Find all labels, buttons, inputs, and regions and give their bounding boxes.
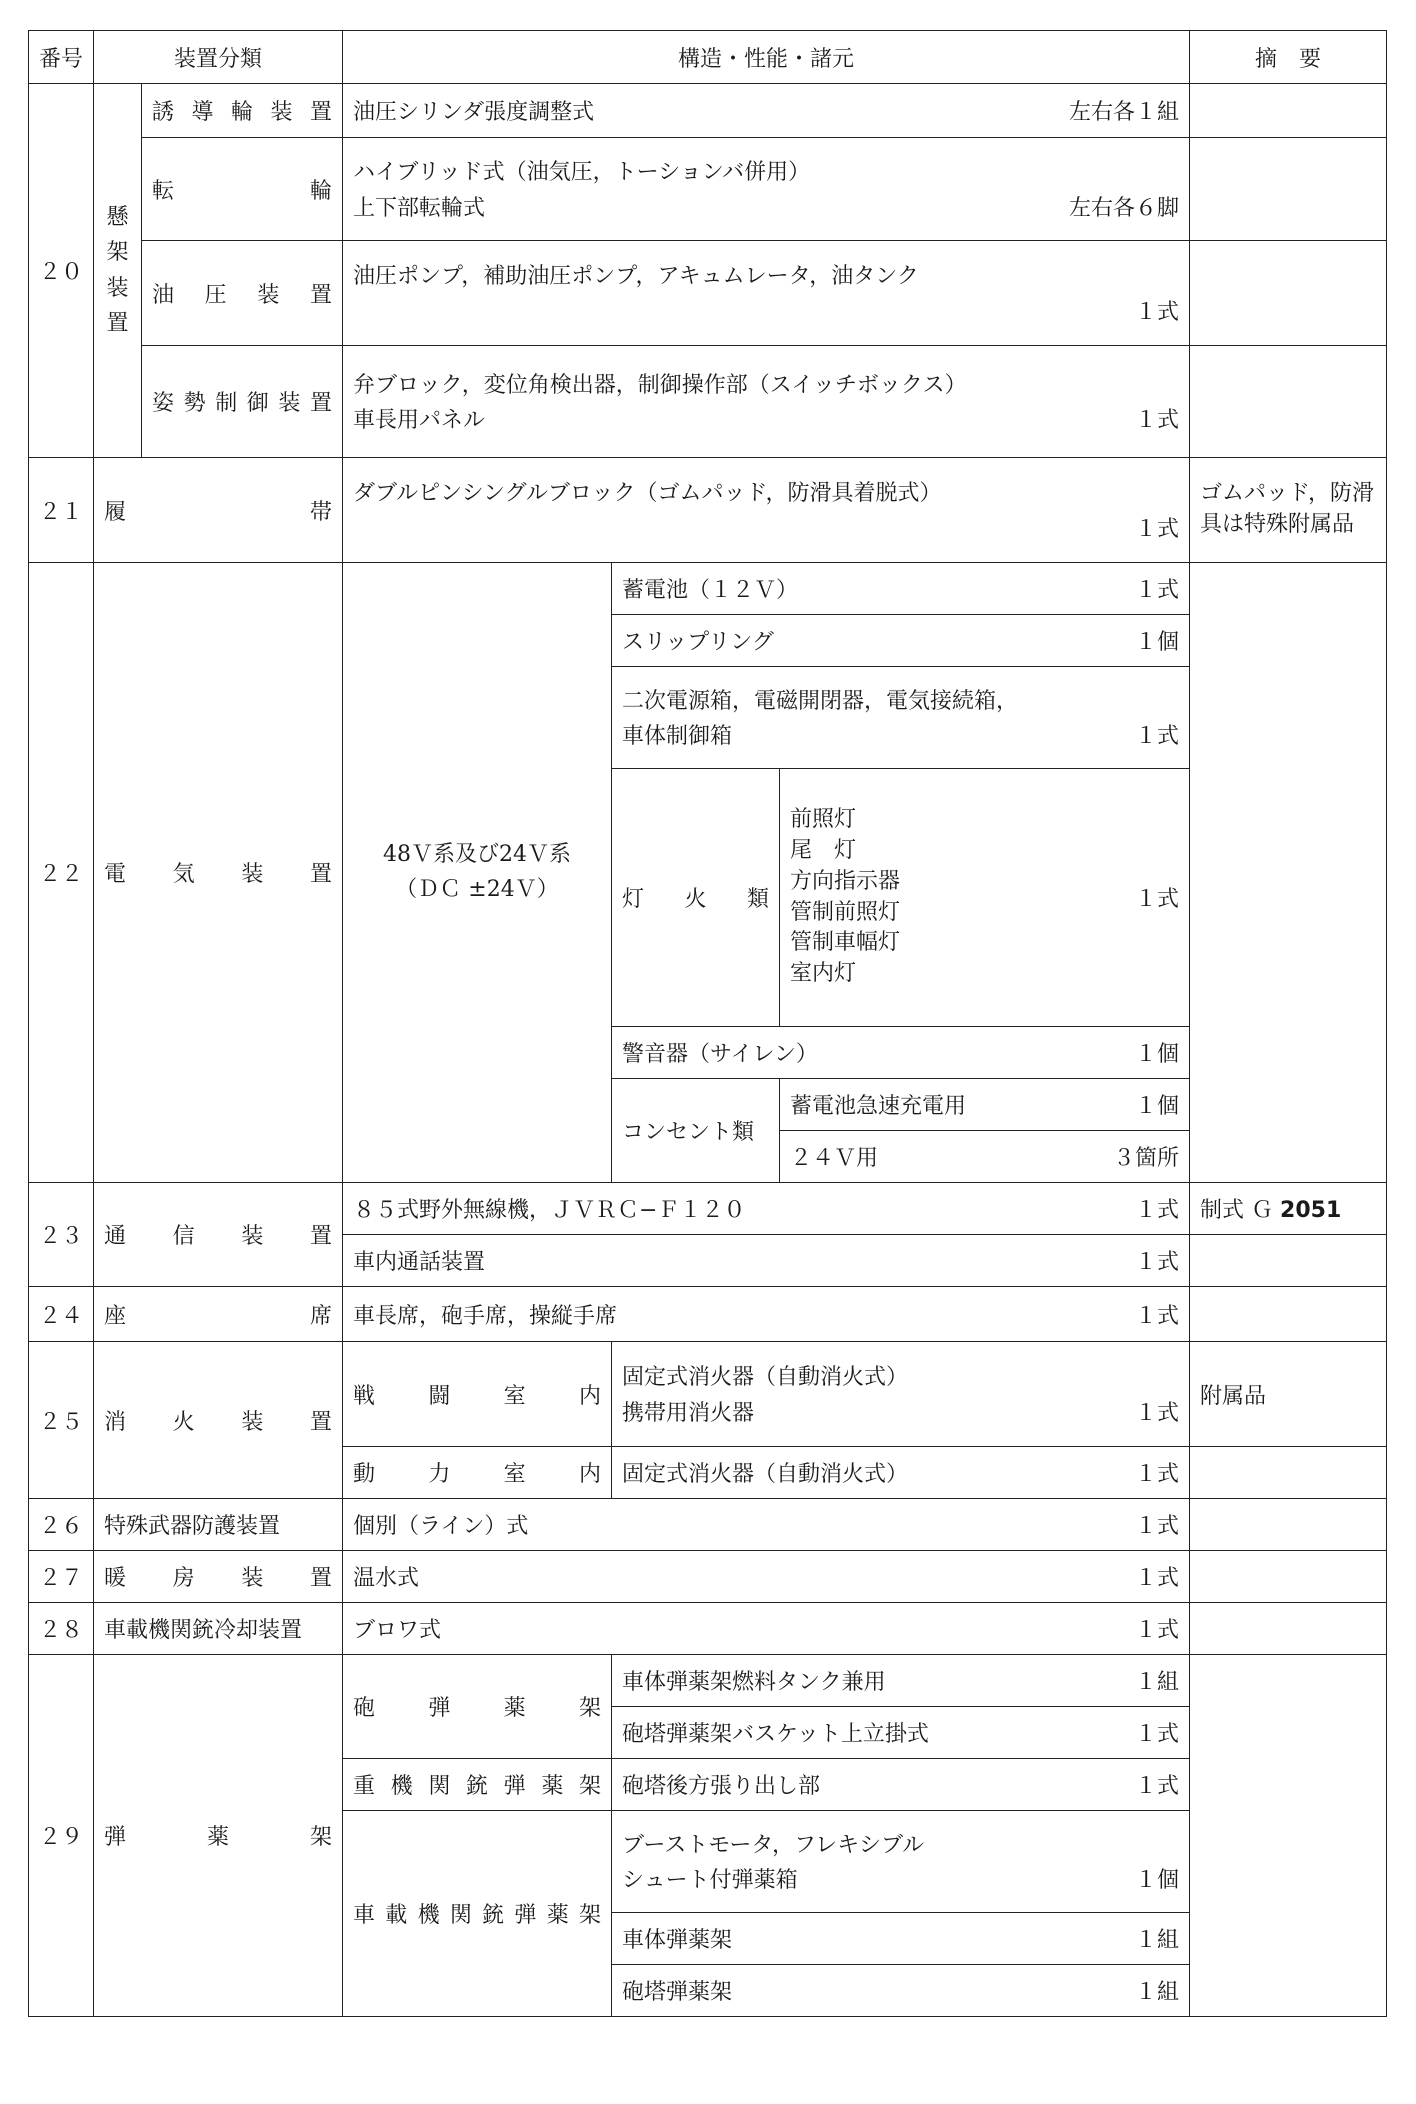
quantity: １個 xyxy=(1135,1868,1180,1894)
quantity: ３箇所 xyxy=(1113,1146,1180,1171)
remarks-cell xyxy=(1190,563,1387,1183)
quantity: １式 xyxy=(1135,1198,1180,1223)
row-28-mg-cooling xyxy=(29,1603,1387,1655)
subcategory-label: 車載機関銃弾薬架 xyxy=(343,1811,612,2017)
quantity: １式 xyxy=(1135,1774,1180,1799)
group-char: 架 xyxy=(106,240,129,266)
quantity: １組 xyxy=(1135,1670,1180,1695)
quantity: １式 xyxy=(1135,1566,1180,1591)
spec-cell xyxy=(612,1655,1190,1707)
remarks-cell xyxy=(1190,1447,1387,1499)
spec-cell xyxy=(780,769,1190,1027)
lamp-item: 管制前照灯 xyxy=(790,899,901,925)
quantity: 左右各１組 xyxy=(1069,100,1180,125)
row-26-nbc xyxy=(29,1499,1387,1551)
spec-text: 二次電源箱，電磁開閉器，電気接続箱， xyxy=(622,688,1019,714)
lamp-item: 管制車幅灯 xyxy=(790,930,901,956)
spec-cell xyxy=(612,1027,1190,1079)
quantity: １式 xyxy=(1135,578,1180,603)
spec-text: 車体弾薬架 xyxy=(622,1928,733,1953)
remarks-cell xyxy=(1190,1183,1387,1235)
remarks-cell xyxy=(1190,1655,1387,2017)
lamp-item: 尾 灯 xyxy=(790,837,857,863)
spec-text: 蓄電池急速充電用 xyxy=(790,1094,967,1119)
spec-text: 固定式消火器（自動消火式） xyxy=(622,1365,909,1391)
remarks-cell xyxy=(1190,1499,1387,1551)
remarks-code: 2051 xyxy=(1280,1198,1342,1223)
spec-cell xyxy=(343,1499,1190,1551)
row-20-road xyxy=(29,138,1387,241)
spec-cell xyxy=(343,1551,1190,1603)
subcategory-label: 動 力 室 内 xyxy=(343,1447,612,1499)
group-char: 装 xyxy=(106,275,129,301)
equipment-spec-table xyxy=(28,30,1387,2017)
category-label: 消 火 装 置 xyxy=(94,1342,343,1499)
category-label: 通 信 装 置 xyxy=(94,1183,343,1287)
quantity: 左右各６脚 xyxy=(1069,195,1180,221)
remarks-cell xyxy=(1190,84,1387,138)
spec-text: ダブルピンシングルブロック（ゴムパッド，防滑具着脱式） xyxy=(353,481,942,507)
header-remarks: 摘 要 xyxy=(1190,31,1387,84)
spec-text: 固定式消火器（自動消火式） xyxy=(622,1462,909,1487)
remarks-prefix: 制式 Ｇ xyxy=(1200,1198,1274,1223)
category-label: 電 気 装 置 xyxy=(94,563,343,1183)
quantity: １式 xyxy=(1135,1618,1180,1643)
spec-cell xyxy=(343,1603,1190,1655)
quantity: １式 xyxy=(1135,516,1180,542)
spec-cell xyxy=(612,1913,1190,1965)
quantity: １式 xyxy=(1135,408,1180,434)
item-no: ２０ xyxy=(29,84,94,458)
spec-text: 蓄電池（１２Ｖ） xyxy=(622,578,799,603)
remarks-cell xyxy=(1190,1603,1387,1655)
subcategory-label: 戦 闘 室 内 xyxy=(343,1342,612,1447)
remarks-cell xyxy=(1190,1235,1387,1287)
spec-text: ２４Ｖ用 xyxy=(790,1146,879,1171)
system-voltage: 48Ｖ系及び24Ｖ系 xyxy=(383,842,572,868)
spec-cell xyxy=(612,563,1190,615)
spec-text: スリップリング xyxy=(622,630,774,655)
spec-text: 油圧ポンプ，補助油圧ポンプ，アキュムレータ，油タンク xyxy=(353,264,919,290)
item-no: ２２ xyxy=(29,563,94,1183)
spec-text: 車長席，砲手席，操縦手席 xyxy=(353,1303,618,1329)
spec-text: 弁ブロック，変位角検出器，制御操作部（スイッチボックス） xyxy=(353,372,967,398)
subcategory-label: 砲 弾 薬 架 xyxy=(343,1655,612,1759)
spec-text: 警音器（サイレン） xyxy=(622,1042,818,1067)
quantity: １式 xyxy=(1135,1400,1180,1426)
quantity: １式 xyxy=(1135,1462,1180,1487)
remarks-cell xyxy=(1190,1551,1387,1603)
header-category: 装置分類 xyxy=(94,31,343,84)
spec-text: 上下部転輪式 xyxy=(353,195,486,221)
electrical-system-cell xyxy=(343,563,612,1183)
row-20-hydraulic xyxy=(29,241,1387,346)
spec-text: 車内通話装置 xyxy=(353,1250,486,1275)
quantity: １式 xyxy=(1135,1250,1180,1275)
spec-text: ブロワ式 xyxy=(353,1618,442,1643)
remarks-cell xyxy=(1190,1287,1387,1342)
quantity: １組 xyxy=(1135,1928,1180,1953)
category-label: 車載機関銃冷却装置 xyxy=(94,1603,343,1655)
item-no: ２６ xyxy=(29,1499,94,1551)
quantity: １個 xyxy=(1135,1042,1180,1067)
remarks-cell xyxy=(1190,346,1387,458)
row-21-track xyxy=(29,458,1387,563)
group-char: 置 xyxy=(106,310,129,336)
row-24-seats xyxy=(29,1287,1387,1342)
spec-cell xyxy=(343,84,1190,138)
group-char: 懸 xyxy=(106,205,129,231)
item-no: ２５ xyxy=(29,1342,94,1499)
spec-cell xyxy=(612,667,1190,769)
spec-text: 油圧シリンダ張度調整式 xyxy=(353,100,595,125)
item-no: ２８ xyxy=(29,1603,94,1655)
header-spec: 構造・性能・諸元 xyxy=(343,31,1190,84)
quantity: １個 xyxy=(1135,1094,1180,1119)
spec-cell xyxy=(343,1183,1190,1235)
row-29-gun-ammo-1 xyxy=(29,1655,1387,1707)
spec-text: 個別（ライン）式 xyxy=(353,1514,529,1539)
spec-text: 砲塔弾薬架バスケット上立掛式 xyxy=(622,1722,929,1747)
spec-cell xyxy=(343,458,1190,563)
spec-text: ８５式野外無線機，ＪＶＲＣ−Ｆ１２０ xyxy=(353,1198,746,1223)
spec-cell xyxy=(612,1759,1190,1811)
quantity: １式 xyxy=(1135,724,1180,750)
category-label: コンセント類 xyxy=(612,1079,780,1183)
spec-text: 携帯用消火器 xyxy=(622,1400,755,1426)
remarks-cell: ゴムパッド，防滑具は特殊附属品 xyxy=(1190,458,1387,563)
spec-cell xyxy=(343,1287,1190,1342)
quantity: １式 xyxy=(1135,887,1180,912)
row-23-radio xyxy=(29,1183,1387,1235)
spec-cell xyxy=(612,615,1190,667)
category-label: 暖 房 装 置 xyxy=(94,1551,343,1603)
category-label: 姿勢制御装置 xyxy=(142,346,343,458)
remarks-cell xyxy=(1190,138,1387,241)
category-label: 特殊武器防護装置 xyxy=(94,1499,343,1551)
category-label: 転 輪 xyxy=(142,138,343,241)
spec-text: 車長用パネル xyxy=(353,408,486,434)
quantity: １組 xyxy=(1135,1980,1180,2005)
category-label: 履 帯 xyxy=(94,458,343,563)
lamp-item: 前照灯 xyxy=(790,807,857,833)
spec-cell xyxy=(612,1811,1190,1913)
item-no: ２９ xyxy=(29,1655,94,2017)
item-no: ２７ xyxy=(29,1551,94,1603)
category-label: 灯 火 類 xyxy=(612,769,780,1027)
spec-cell xyxy=(343,241,1190,346)
spec-text: シュート付弾薬箱 xyxy=(622,1868,798,1894)
lamp-item: 室内灯 xyxy=(790,961,857,987)
spec-text: 車体弾薬架燃料タンク兼用 xyxy=(622,1670,886,1695)
remarks-cell: 附属品 xyxy=(1190,1342,1387,1447)
row-22-battery xyxy=(29,563,1387,615)
group-label-suspension xyxy=(94,84,142,458)
quantity: １式 xyxy=(1135,1722,1180,1747)
category-label: 弾 薬 架 xyxy=(94,1655,343,2017)
remarks-cell xyxy=(1190,241,1387,346)
row-20-attitude xyxy=(29,346,1387,458)
spec-text: ハイブリッド式（油気圧，トーションバ併用） xyxy=(353,160,811,186)
quantity: １個 xyxy=(1135,630,1180,655)
lamp-list xyxy=(790,805,900,990)
item-no: ２１ xyxy=(29,458,94,563)
quantity: １式 xyxy=(1135,1514,1180,1539)
spec-cell xyxy=(343,1235,1190,1287)
spec-cell xyxy=(343,346,1190,458)
quantity: １式 xyxy=(1135,1303,1180,1329)
item-no: ２３ xyxy=(29,1183,94,1287)
subcategory-label: 重機関銃弾薬架 xyxy=(343,1759,612,1811)
category-label: 座 席 xyxy=(94,1287,343,1342)
spec-text: 砲塔後方張り出し部 xyxy=(622,1774,821,1799)
spec-text: 温水式 xyxy=(353,1566,420,1591)
category-label: 誘導輪装置 xyxy=(142,84,343,138)
spec-text: ブーストモータ，フレキシブル xyxy=(622,1832,925,1858)
lamp-item: 方向指示器 xyxy=(790,868,901,894)
row-27-heater xyxy=(29,1551,1387,1603)
system-voltage-range: （ＤＣ ±24Ｖ） xyxy=(395,876,559,902)
item-no: ２４ xyxy=(29,1287,94,1342)
spec-cell xyxy=(612,1342,1190,1447)
row-20-guide xyxy=(29,84,1387,138)
spec-cell xyxy=(343,138,1190,241)
header-row xyxy=(29,31,1387,84)
spec-cell xyxy=(780,1079,1190,1131)
row-25-fighting xyxy=(29,1342,1387,1447)
header-no: 番号 xyxy=(29,31,94,84)
spec-cell xyxy=(612,1447,1190,1499)
spec-cell xyxy=(612,1965,1190,2017)
category-label: 油圧装置 xyxy=(142,241,343,346)
spec-cell xyxy=(612,1707,1190,1759)
spec-text: 砲塔弾薬架 xyxy=(622,1980,733,2005)
quantity: １式 xyxy=(1135,299,1180,325)
spec-text: 車体制御箱 xyxy=(622,724,733,750)
spec-cell xyxy=(780,1131,1190,1183)
